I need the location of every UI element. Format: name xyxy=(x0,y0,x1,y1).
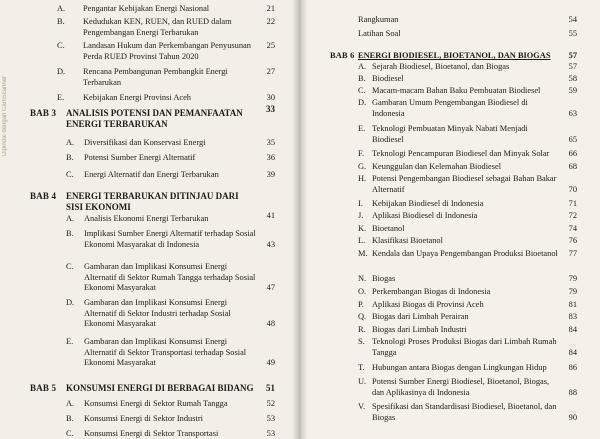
entry-text: Klasifikasi Bioetanol xyxy=(372,236,443,245)
chapter-title: ENERGI TERBARUKAN DITINJAU DARI SISI EKONOMI xyxy=(66,191,239,212)
entry-marker: B. xyxy=(66,414,74,423)
toc-entry[interactable] xyxy=(358,86,577,97)
entry-text: Sejarah Biodiesel, Bioetanol, dan Biogas xyxy=(372,62,510,71)
toc-entry[interactable] xyxy=(66,429,275,439)
entry-page: 86 xyxy=(568,363,577,372)
toc-entry[interactable] xyxy=(66,399,275,410)
entry-marker: E. xyxy=(358,124,366,133)
entry-text: Kebijakan Biodiesel di Indonesia xyxy=(372,199,484,208)
entry-marker: N. xyxy=(358,274,367,283)
toc-entry[interactable] xyxy=(358,300,577,311)
chapter-title: KONSUMSI ENERGI DI BERBAGAI BIDANG xyxy=(66,383,254,393)
toc-entry[interactable] xyxy=(358,29,577,40)
toc-entry[interactable] xyxy=(358,287,577,298)
entry-text: Bioetanol xyxy=(372,224,405,233)
entry-text: Perkembangan Biogas di Indonesia xyxy=(372,287,491,296)
entry-text: Energi Alternatif dan Energi Terbarukan xyxy=(84,170,219,179)
entry-text: Kedudukan KEN, RUEN, dan RUED dalam Pengembangan Energi Terbarukan xyxy=(83,17,232,37)
entry-marker: C. xyxy=(57,41,65,50)
entry-page: 55 xyxy=(568,29,577,38)
entry-text: Aplikasi Biodiesel di Indonesia xyxy=(372,211,478,220)
entry-marker: S. xyxy=(358,337,365,346)
entry-marker: D. xyxy=(358,98,367,107)
entry-text: Landasan Hukum dan Perkembangan Penyusunan Perda RUED Provinsi Tahun 2020 xyxy=(83,41,251,61)
entry-text: Konsumsi Energi di Sektor Rumah Tangga xyxy=(84,399,228,408)
toc-entry[interactable] xyxy=(66,229,275,250)
entry-page: 49 xyxy=(266,358,275,368)
entry-page: 77 xyxy=(568,249,577,258)
book-spine xyxy=(292,0,308,439)
entry-page: 74 xyxy=(568,224,577,233)
scanner-watermark: Dipindai dengan CamScanner xyxy=(2,75,8,156)
entry-page: 81 xyxy=(568,300,577,309)
toc-entry[interactable] xyxy=(57,41,275,62)
entry-page: 25 xyxy=(266,41,275,50)
entry-marker: O. xyxy=(358,287,367,296)
toc-entry[interactable] xyxy=(57,93,275,104)
toc-entry[interactable] xyxy=(358,62,577,73)
toc-entry[interactable] xyxy=(66,153,275,164)
entry-marker: A. xyxy=(66,214,75,223)
entry-marker: A. xyxy=(66,138,75,147)
entry-marker: A. xyxy=(66,399,75,408)
entry-text: Konsumsi Energi di Sektor Industri xyxy=(84,414,203,423)
toc-entry[interactable] xyxy=(358,224,577,235)
entry-page: 71 xyxy=(568,199,577,208)
entry-marker: I. xyxy=(358,199,363,208)
entry-text: Aplikasi Biogas di Provinsi Aceh xyxy=(372,300,484,309)
chapter-label: BAB 5 xyxy=(30,383,57,393)
toc-entry[interactable] xyxy=(358,74,577,85)
toc-entry[interactable] xyxy=(358,337,577,358)
entry-text: Keunggulan dan Kelemahan Biodiesel xyxy=(372,162,502,171)
toc-entry[interactable] xyxy=(358,236,577,247)
toc-entry[interactable] xyxy=(358,402,577,423)
entry-page: 36 xyxy=(266,153,275,162)
toc-entry[interactable] xyxy=(66,414,275,425)
entry-text: Pengantar Kebijakan Energi Nasional xyxy=(83,4,210,13)
entry-text: Biodiesel xyxy=(372,74,404,83)
entry-text: Hubungan antara Biogas dengan Lingkungan Hidup xyxy=(372,363,547,372)
toc-entry[interactable] xyxy=(57,4,275,15)
toc-entry[interactable] xyxy=(358,249,577,260)
entry-marker: A. xyxy=(358,62,367,71)
toc-entry[interactable] xyxy=(358,377,577,398)
entry-page: 47 xyxy=(266,283,275,293)
entry-marker: B. xyxy=(358,74,366,83)
entry-text: Potensi Pengembangan Biodiesel sebagai Bahan Bakar Alternatif xyxy=(372,174,557,194)
entry-page: 63 xyxy=(568,108,577,118)
entry-page: 79 xyxy=(568,274,577,283)
toc-entry[interactable] xyxy=(66,298,275,330)
entry-page: 66 xyxy=(568,149,577,158)
entry-text: Rencana Pembangunan Pembangkit Energi Terbarukan xyxy=(83,67,228,87)
chapter-heading-bab3[interactable] xyxy=(30,104,275,130)
entry-page: 72 xyxy=(568,211,577,220)
toc-entry[interactable] xyxy=(66,262,275,294)
entry-marker: P. xyxy=(358,300,364,309)
entry-text: Biogas xyxy=(372,274,396,283)
chapter-page: 33 xyxy=(266,104,275,114)
entry-marker: G. xyxy=(358,162,367,171)
entry-text: Kebijakan Energi Provinsi Aceh xyxy=(83,93,191,102)
entry-text: Biogas dari Limbah Perairan xyxy=(372,312,469,321)
entry-page: 70 xyxy=(568,184,577,194)
entry-page: 48 xyxy=(266,319,275,329)
entry-marker: V. xyxy=(358,402,366,411)
entry-page: 41 xyxy=(266,211,275,220)
toc-entry[interactable] xyxy=(57,67,275,88)
toc-entry[interactable] xyxy=(358,162,577,173)
entry-page: 57 xyxy=(568,62,577,71)
toc-entry[interactable] xyxy=(358,98,577,119)
entry-text: Gambaran dan Implikasi Konsumsi Energi Alternatif di Sektor Transportasi terhadap Sosial Ekonomi Masyarakat xyxy=(84,337,247,368)
toc-entry[interactable] xyxy=(358,174,577,195)
entry-marker: B. xyxy=(66,153,74,162)
entry-text: Biogas dari Limbah Industri xyxy=(372,325,467,334)
entry-marker: H. xyxy=(358,174,367,183)
entry-text: Kendala dan Upaya Pengembangan Produksi Bioetanol xyxy=(372,249,558,258)
entry-page: 58 xyxy=(568,74,577,83)
entry-text: Gambaran dan Implikasi Konsumsi Energi Alternatif di Sektor Industri terhadap Sosial Ekonomi Masyarakat xyxy=(84,298,231,329)
entry-page: 27 xyxy=(266,67,275,76)
toc-entry[interactable] xyxy=(358,124,577,145)
entry-text: Teknologi Proses Produksi Biogas dari Limbah Rumah Tangga xyxy=(372,337,557,357)
toc-entry[interactable] xyxy=(358,211,577,222)
entry-marker: C. xyxy=(66,262,74,271)
entry-marker: U. xyxy=(358,377,367,386)
entry-marker: F. xyxy=(358,149,365,158)
entry-marker: M. xyxy=(358,249,368,258)
entry-text: Konsumsi Energi di Sektor Transportasi xyxy=(84,429,219,438)
entry-marker: B. xyxy=(66,229,74,238)
entry-text: Gambaran Umum Pengembangan Biodiesel di Indonesia xyxy=(372,98,528,118)
entry-page: 65 xyxy=(568,134,577,144)
toc-entry[interactable] xyxy=(358,199,577,210)
entry-page: 22 xyxy=(266,17,275,26)
entry-marker: A. xyxy=(57,4,66,13)
toc-entry[interactable] xyxy=(66,138,275,149)
entry-page: 53 xyxy=(266,429,275,438)
entry-text: Diversifikasi dan Konservasi Energi xyxy=(84,138,206,147)
entry-page: 88 xyxy=(568,387,577,397)
chapter-title: ANALISIS POTENSI DAN PEMANFAATAN ENERGI TERBARUKAN xyxy=(66,108,243,129)
toc-entry[interactable] xyxy=(66,211,275,225)
toc-entry[interactable] xyxy=(358,15,577,26)
entry-page: 35 xyxy=(266,138,275,147)
entry-text: Macam-macam Bahan Baku Pembuatan Biodiesel xyxy=(372,86,541,95)
entry-marker: R. xyxy=(358,325,366,334)
entry-page: 84 xyxy=(568,325,577,334)
chapter-heading-bab4[interactable] xyxy=(30,191,275,213)
entry-page: 39 xyxy=(266,170,275,179)
toc-entry[interactable] xyxy=(358,149,577,160)
entry-page: 43 xyxy=(266,239,275,249)
entry-marker: T. xyxy=(358,363,365,372)
entry-marker: E. xyxy=(57,93,65,102)
entry-text: Spesifikasi dan Standardisasi Biodiesel, Bioetanol, dan Biogas xyxy=(372,402,557,422)
entry-page: 54 xyxy=(568,15,577,24)
right-page xyxy=(300,0,600,439)
entry-text: Latihan Soal xyxy=(358,29,401,38)
entry-page: 53 xyxy=(266,414,275,423)
entry-marker: E. xyxy=(66,337,74,346)
entry-text: Analisis Ekonomi Energi Terbarukan xyxy=(84,214,209,223)
entry-page: 68 xyxy=(568,162,577,171)
entry-marker: B. xyxy=(57,17,65,26)
entry-text: Potensi Sumber Energi Alternatif xyxy=(84,153,196,162)
chapter-label: BAB 4 xyxy=(30,191,57,201)
entry-page: 84 xyxy=(568,347,577,357)
entry-page: 21 xyxy=(266,4,275,13)
toc-entry[interactable] xyxy=(66,170,275,181)
chapter-title: ENERGI BIODIESEL, BIOETANOL, DAN BIOGAS xyxy=(358,51,551,60)
entry-text: Teknologi Pencampuran Biodiesel dan Minyak Solar xyxy=(372,149,550,158)
chapter-label: BAB 6 xyxy=(330,51,355,60)
entry-page: 90 xyxy=(568,412,577,422)
chapter-page: 51 xyxy=(266,383,275,393)
entry-page: 83 xyxy=(568,312,577,321)
entry-marker: L. xyxy=(358,236,366,245)
entry-page: 79 xyxy=(568,287,577,296)
entry-marker: D. xyxy=(66,298,75,307)
entry-marker: K. xyxy=(358,224,367,233)
chapter-heading-bab6[interactable] xyxy=(330,50,577,61)
entry-text: Rangkuman xyxy=(358,15,399,24)
entry-page: 59 xyxy=(568,86,577,95)
entry-text: Implikasi Sumber Energi Alternatif terhadap Sosial Ekonomi Masyarakat di Indonesia xyxy=(84,229,256,249)
chapter-page: 57 xyxy=(568,51,577,60)
entry-page: 30 xyxy=(266,93,275,102)
entry-text: Teknologi Pembuatan Minyak Nabati Menjadi Biodiesel xyxy=(372,124,528,144)
entry-text: Potensi Sumber Energi Biodiesel, Bioetanol, Biogas, dan Aplikasinya di Indonesia xyxy=(372,377,550,397)
entry-page: 76 xyxy=(568,236,577,245)
entry-marker: Q. xyxy=(358,312,367,321)
chapter-label: BAB 3 xyxy=(30,108,57,118)
entry-marker: C. xyxy=(358,86,366,95)
toc-entry[interactable] xyxy=(358,312,577,323)
entry-page: 52 xyxy=(266,399,275,408)
entry-marker: J. xyxy=(358,211,364,220)
toc-entry[interactable] xyxy=(358,363,577,374)
entry-text: Gambaran dan Implikasi Konsumsi Energi Alternatif di Sektor Rumah Tangga terhadap Sosial Ekonomi Masyarakat xyxy=(84,262,256,293)
chapter-heading-bab5[interactable] xyxy=(30,383,275,394)
toc-entry[interactable] xyxy=(358,274,577,285)
entry-marker: D. xyxy=(57,67,66,76)
toc-entry[interactable] xyxy=(358,325,577,336)
toc-entry[interactable] xyxy=(57,17,275,38)
entry-marker: C. xyxy=(66,170,74,179)
entry-marker: C. xyxy=(66,429,74,438)
toc-entry[interactable] xyxy=(66,337,275,369)
